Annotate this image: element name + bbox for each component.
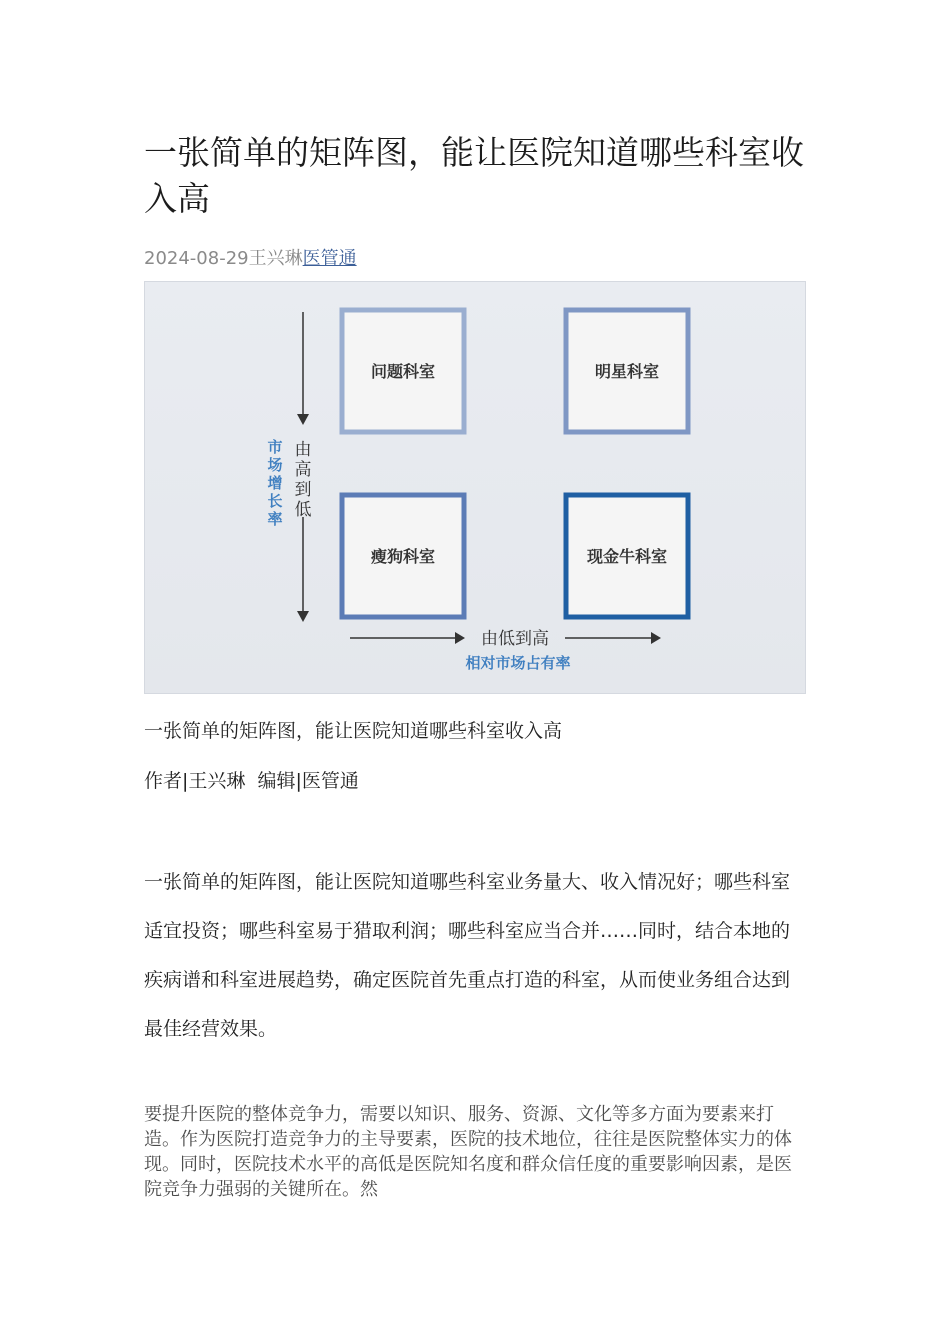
vertical-char: 由 <box>294 440 312 460</box>
vertical-char: 高 <box>294 460 312 480</box>
y-axis-arrowhead-bottom <box>297 611 309 622</box>
author-name: 王兴琳 <box>248 248 303 269</box>
vertical-char: 长 <box>267 492 283 510</box>
byline-editor: 编辑|医管通 <box>257 770 359 792</box>
source-link[interactable]: 医管通 <box>302 248 357 269</box>
vertical-char: 到 <box>294 480 312 500</box>
vertical-char: 增 <box>267 474 283 492</box>
article-meta <box>144 244 357 270</box>
x-axis-name-label: 相对市场占有率 <box>465 654 571 672</box>
byline-author: 作者|王兴琳 <box>144 770 246 792</box>
quadrant-label-cashcow: 现金牛科室 <box>586 547 668 566</box>
article-paragraph-2: 要提升医院的整体竞争力，需要以知识、服务、资源、文化等多方面为要素来打造。作为医院打造竞争力的主导要素，医院的技术地位，往往是医院整体实力的体现。同时，医院技术水平的高低是医院知名度和群众信任度的重要影响因素，是医院竞争力强弱的关键所在。然 <box>144 1104 792 1200</box>
vertical-char: 市 <box>267 438 283 456</box>
bcg-matrix-figure <box>144 281 806 694</box>
x-axis-arrowhead-left <box>455 632 465 644</box>
quadrant-label-dog: 瘦狗科室 <box>370 547 436 566</box>
vertical-char: 场 <box>267 456 283 474</box>
figure-caption: 一张简单的矩阵图，能让医院知道哪些科室收入高 <box>144 720 563 742</box>
article-title: 一张简单的矩阵图，能让医院知道哪些科室收入高 <box>144 133 804 218</box>
y-axis-arrowhead-top <box>297 414 309 425</box>
y-axis-name-label <box>267 438 282 528</box>
vertical-char: 率 <box>267 510 283 528</box>
publish-date: 2024-08-29 <box>144 248 249 269</box>
quadrant-label-star: 明星科室 <box>594 362 660 381</box>
y-axis-direction-label <box>295 440 312 520</box>
byline <box>144 766 359 793</box>
matrix-diagram <box>145 282 807 695</box>
vertical-char: 低 <box>294 500 312 520</box>
article-paragraph-1: 一张简单的矩阵图，能让医院知道哪些科室业务量大、收入情况好；哪些科室适宜投资；哪些科室易于猎取利润；哪些科室应当合并……同时，结合本地的疾病谱和科室进展趋势，确定医院首先重点打造的科室，从而使业务组合达到最佳经营效果。 <box>144 871 791 1040</box>
x-axis-arrowhead-right <box>651 632 661 644</box>
quadrant-label-problem: 问题科室 <box>370 362 436 381</box>
x-axis-direction-label: 由低到高 <box>481 629 549 649</box>
